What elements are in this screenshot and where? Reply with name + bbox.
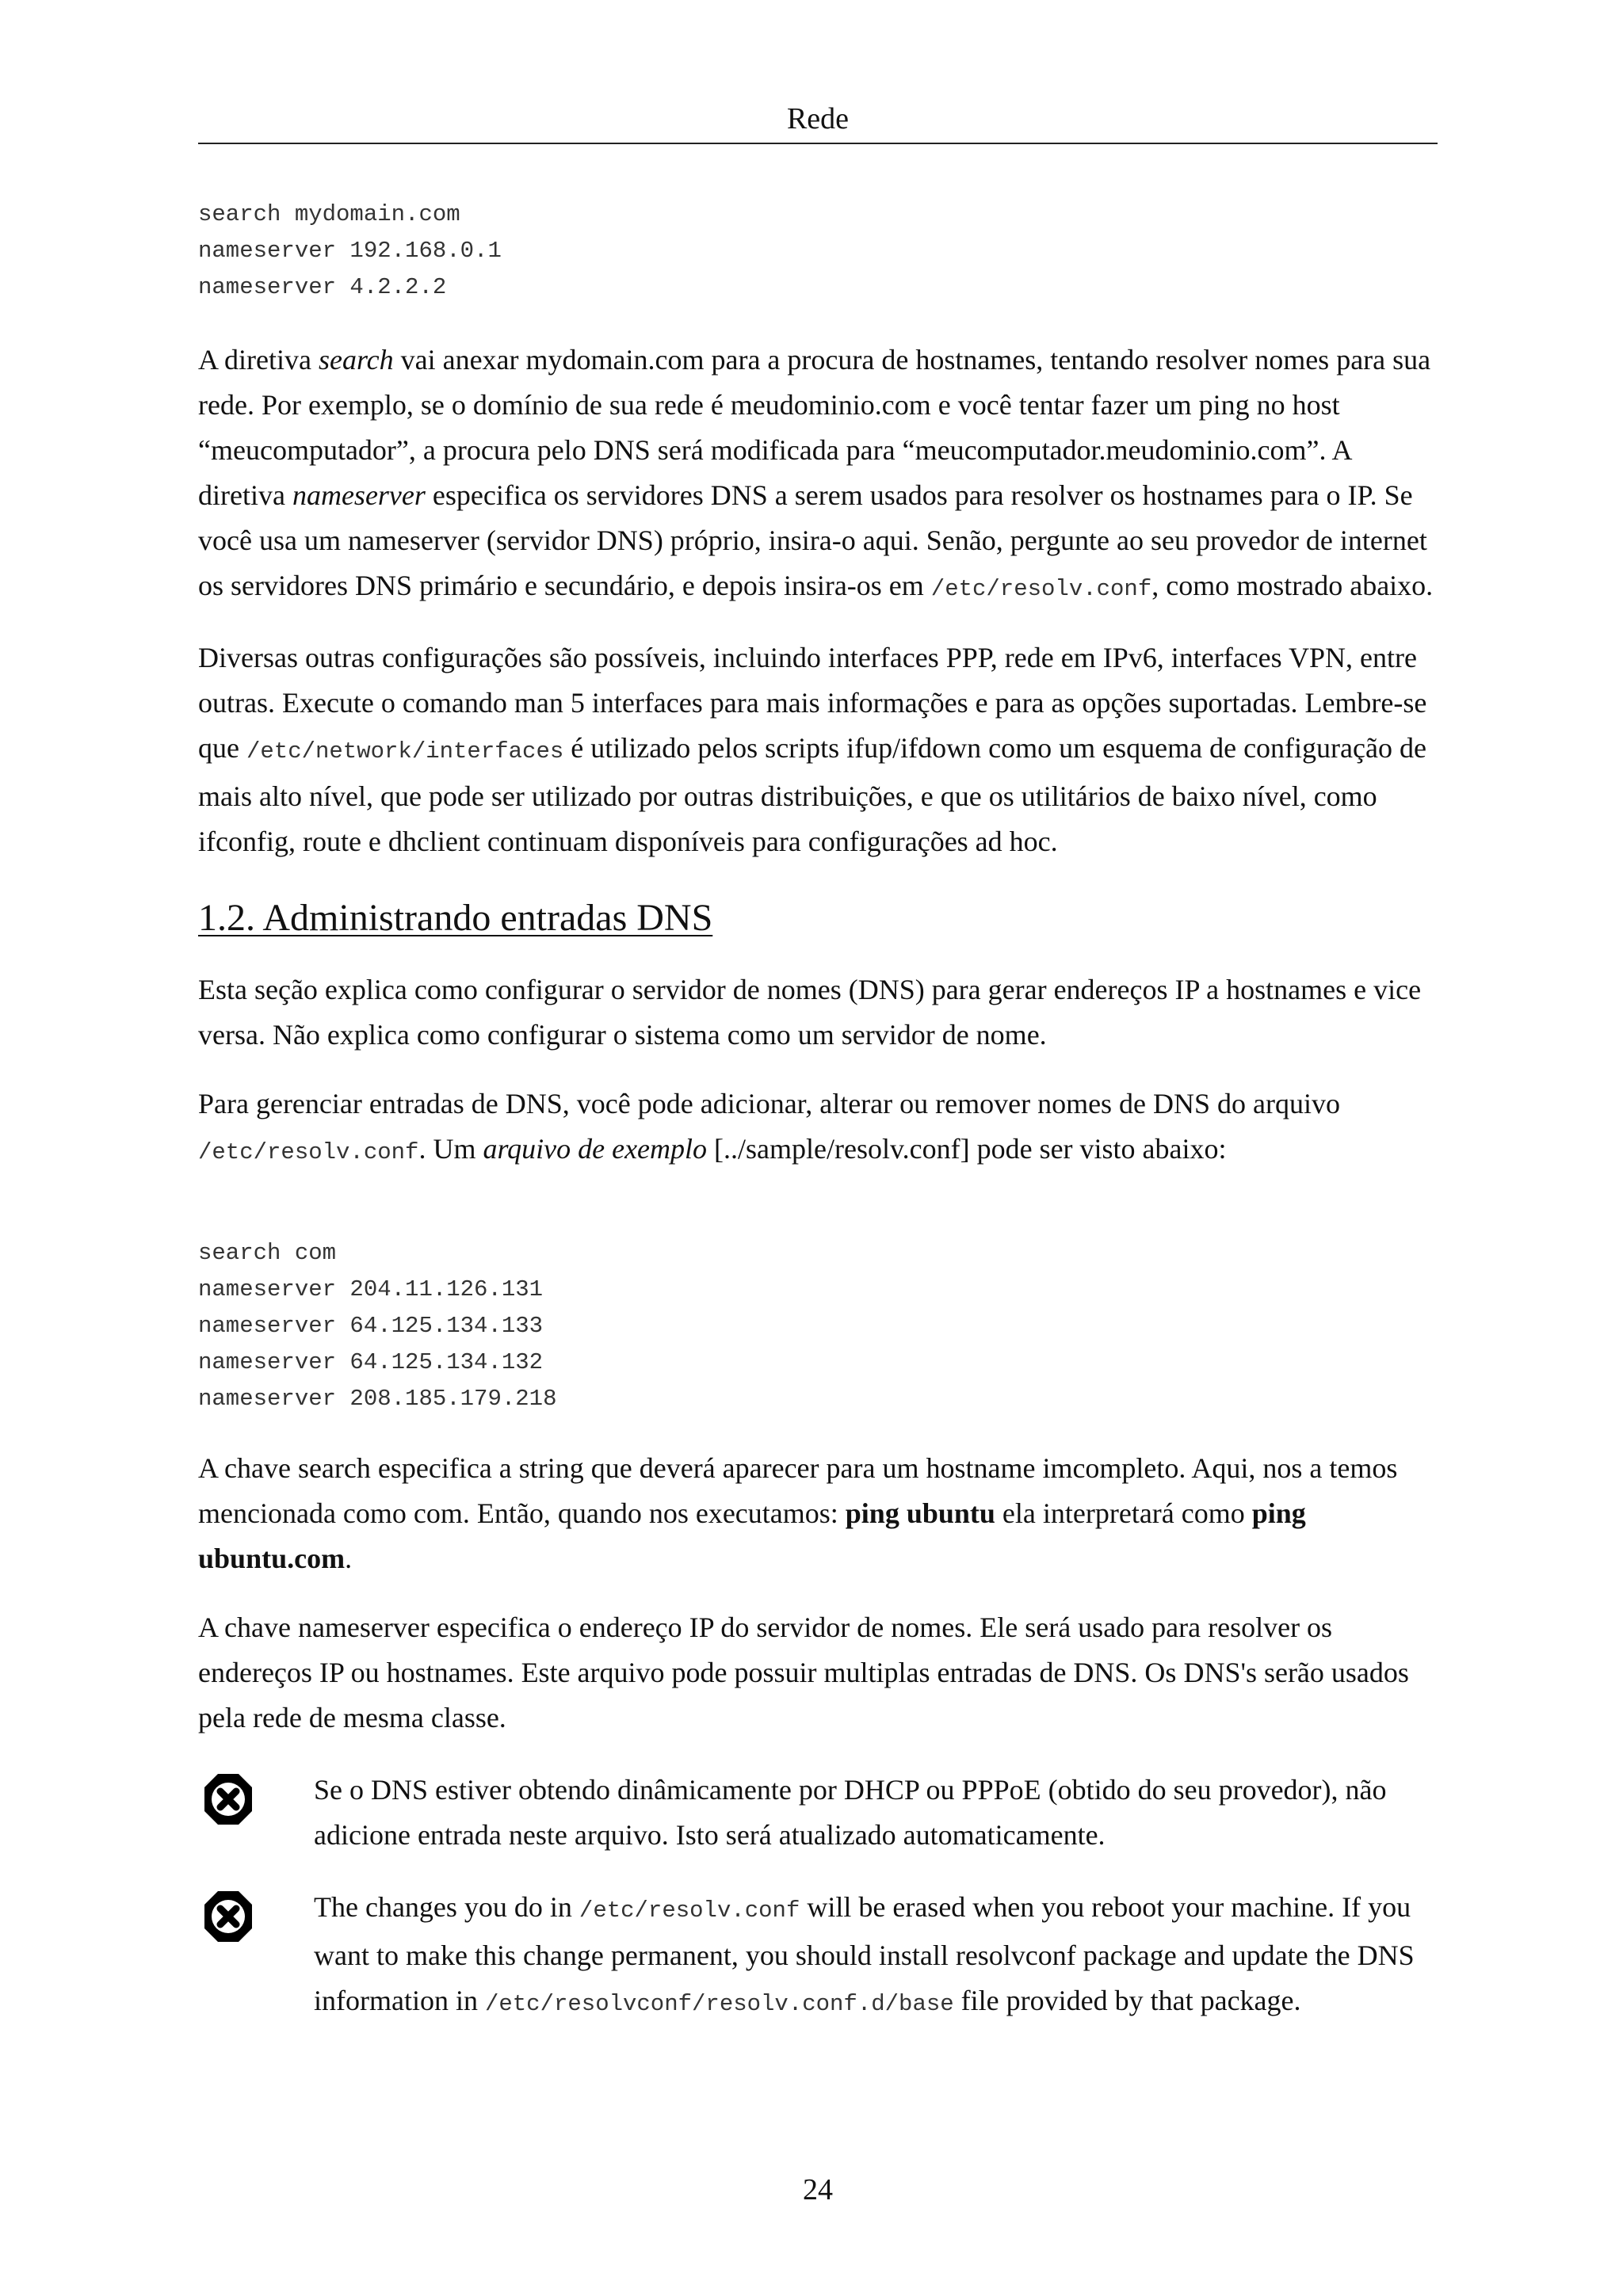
code-line: search com [198,1240,337,1266]
code-block-resolv-1 [198,196,1438,306]
running-header: Rede [786,102,850,135]
paragraph-nameserver-key: A chave nameserver especifica o endereço IP do servidor de nomes. Ele será usado para resolver os endereços IP ou hostnames. Este arquivo pode possuir multiplas entradas de DNS. Os DNS's serão usados pela rede de mesma classe. [198,1611,1409,1733]
code-line: nameserver 204.11.126.131 [198,1276,544,1302]
note-text: Se o DNS estiver obtendo dinâmicamente por DHCP ou PPPoE (obtido do seu provedor), não adicione entrada neste arquivo. Isto será atualizado automaticamente. [314,1774,1387,1851]
page-content [198,196,1438,2027]
code-line: search mydomain.com [198,201,460,227]
page-number: 24 [803,2173,833,2206]
emphasis-nameserver: nameserver [292,479,426,511]
inline-code-path: /etc/resolv.conf [198,1139,419,1165]
paragraph-manage-dns: Para gerenciar entradas de DNS, você pode adicionar, alterar ou remover nomes de DNS do arquivo /etc/resolv.conf. Um arquivo de exemplo [../sample/resolv.conf] pode ser visto abaixo: [198,1088,1341,1165]
inline-code-path: /etc/network/interfaces [246,738,564,765]
warning-icon [203,1772,254,1826]
code-line: nameserver 4.2.2.2 [198,274,447,300]
note-text: The changes you do in /etc/resolv.conf will be erased when you reboot your machine. If you want to make this change permanent, you should install resolvconf package and update the DNS information in /etc/resolvconf/resolv.conf.d/base file provided by that package. [314,1891,1415,2017]
document-page [198,0,1438,2296]
paragraph-section-intro: Esta seção explica como configurar o servidor de nomes (DNS) para gerar endereços IP a hostnames e vice versa. Não explica como configurar o sistema como um servidor de nome. [198,974,1422,1051]
inline-code-path: /etc/resolv.conf [579,1897,800,1924]
inline-code-path: /etc/resolv.conf [930,576,1152,602]
warning-icon [203,1890,254,1943]
code-line: nameserver 192.168.0.1 [198,238,502,264]
code-line: nameserver 64.125.134.133 [198,1313,544,1339]
paragraph-search-directive: A diretiva search vai anexar mydomain.com para a procura de hostnames, tentando resolver nomes para sua rede. Por exemplo, se o domínio de sua rede é meudominio.com e você tentar fazer um ping no host “meucomputador”, a procura pelo DNS será modificada para “meucomputador.meudominio.com”. A diretiva nameserver especifica os servidores DNS a serem usados para resolver os hostnames para o IP. Se você usa um nameserver (servidor DNS) próprio, insira-o aqui. Senão, pergunte ao seu provedor de internet os servidores DNS primário e secundário, e depois insira-os em /etc/resolv.conf, como mostrado abaixo. [198,344,1434,602]
code-line: nameserver 208.185.179.218 [198,1386,557,1412]
note-dhcp [198,1768,1438,1858]
code-line: nameserver 64.125.134.132 [198,1349,544,1375]
note-resolvconf [198,1885,1438,2027]
section-heading: 1.2. Administrando entradas DNS [198,897,713,939]
emphasis-search: search [318,344,394,376]
paragraph-search-key: A chave search especifica a string que deverá aparecer para um hostname imcompleto. Aqui, nos a temos mencionada como com. Então, quando nos executamos: ping ubuntu ela interpretará como ping ubuntu.com. [198,1452,1398,1574]
paragraph-other-configurations: Diversas outras configurações são possíveis, incluindo interfaces PPP, rede em IPv6, interfaces VPN, entre outras. Execute o comando man 5 interfaces para mais informações e para as opções suportadas. Lembre-se que /etc/network/interfaces é utilizado pelos scripts ifup/ifdown como um esquema de configuração de mais alto nível, que pode ser utilizado por outras distribuições, e que os utilitários de baixo nível, como ifconfig, route e dhclient continuam disponíveis para configurações ad hoc. [198,642,1427,857]
bold-command: ping ubuntu.com [198,1497,1306,1574]
code-block-resolv-2 [198,1235,1438,1417]
example-file-link[interactable]: arquivo de exemplo [483,1133,708,1165]
inline-code-path: /etc/resolvconf/resolv.conf.d/base [484,1991,954,2017]
header-rule [198,143,1438,144]
bold-command: ping ubuntu [845,1497,995,1529]
